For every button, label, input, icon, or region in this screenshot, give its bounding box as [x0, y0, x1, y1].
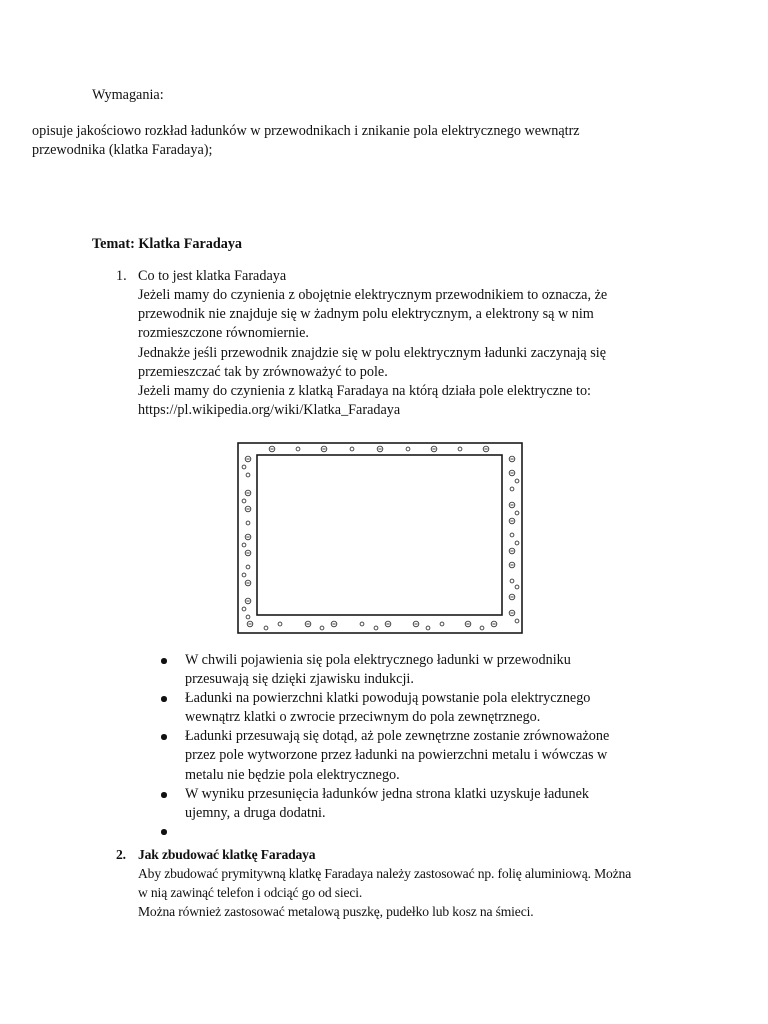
- bullet-line: przez pole wytworzone przez ładunki na powierzchni metalu i wówczas w: [185, 747, 608, 763]
- bullet-line: W wyniku przesunięcia ładunków jedna strona klatki uzyskuje ładunek: [185, 786, 589, 802]
- section1-line: przewodnik nie znajduje się w żadnym polu elektrycznym, a elektrony są w nim: [138, 306, 594, 322]
- section2-title: Jak zbudować klatkę Faradaya: [138, 847, 316, 862]
- section1-line: Jeżeli mamy do czynienia z obojętnie elektrycznym przewodnikiem to oznacza, że: [138, 287, 608, 303]
- faraday-cage-diagram: [228, 435, 528, 645]
- section2-line: Aby zbudować prymitywną klatkę Faradaya należy zastosować np. folię aluminiową. Można: [138, 866, 632, 881]
- wikipedia-link-text: https://pl.wikipedia.org/wiki/Klatka_Faradaya: [138, 402, 401, 418]
- section1-line: rozmieszczone równomiernie.: [138, 325, 309, 341]
- bullet-line: W chwili pojawienia się pola elektrycznego ładunki w przewodniku: [185, 652, 571, 668]
- bullet-dot: [161, 792, 167, 798]
- bullet-line: Ładunki przesuwają się dotąd, aż pole zewnętrzne zostanie zrównoważone: [185, 728, 610, 744]
- requirements-line: opisuje jakościowo rozkład ładunków w przewodnikach i znikanie pola elektrycznego wewnątrz: [32, 123, 580, 139]
- section1-title: Co to jest klatka Faradaya: [138, 268, 287, 284]
- list-number: 2.: [116, 847, 126, 862]
- bullet-line: Ładunki na powierzchni klatki powodują powstanie pola elektrycznego: [185, 690, 591, 706]
- bullet-line: wewnątrz klatki o zwrocie przeciwnym do pola zewnętrznego.: [185, 709, 541, 725]
- section1-line: Jednakże jeśli przewodnik znajdzie się w polu elektrycznym ładunki zaczynają się: [138, 345, 607, 361]
- bullet-line: ujemny, a druga dodatni.: [185, 805, 326, 821]
- section1-line: przemieszczać tak by zrównoważyć to pole.: [138, 364, 388, 380]
- section2-line: w nią zawinąć telefon i odciąć go od sieci.: [138, 885, 363, 900]
- requirements-line: przewodnika (klatka Faradaya);: [32, 142, 213, 158]
- list-number: 1.: [116, 268, 127, 284]
- bullet-dot: [161, 658, 167, 664]
- requirements-heading: Wymagania:: [92, 87, 164, 103]
- bullet-dot-empty: [161, 829, 167, 835]
- bullet-dot: [161, 696, 167, 702]
- bullet-line: przesuwają się dzięki zjawisku indukcji.: [185, 671, 414, 687]
- topic-heading: Temat: Klatka Faradaya: [92, 236, 243, 252]
- section2-line: Można również zastosować metalową puszkę, pudełko lub kosz na śmieci.: [138, 904, 534, 919]
- section1-line: Jeżeli mamy do czynienia z klatką Faradaya na którą działa pole elektryczne to:: [138, 383, 592, 399]
- bullet-line: metalu nie będzie pola elektrycznego.: [185, 767, 400, 783]
- bullet-dot: [161, 734, 167, 740]
